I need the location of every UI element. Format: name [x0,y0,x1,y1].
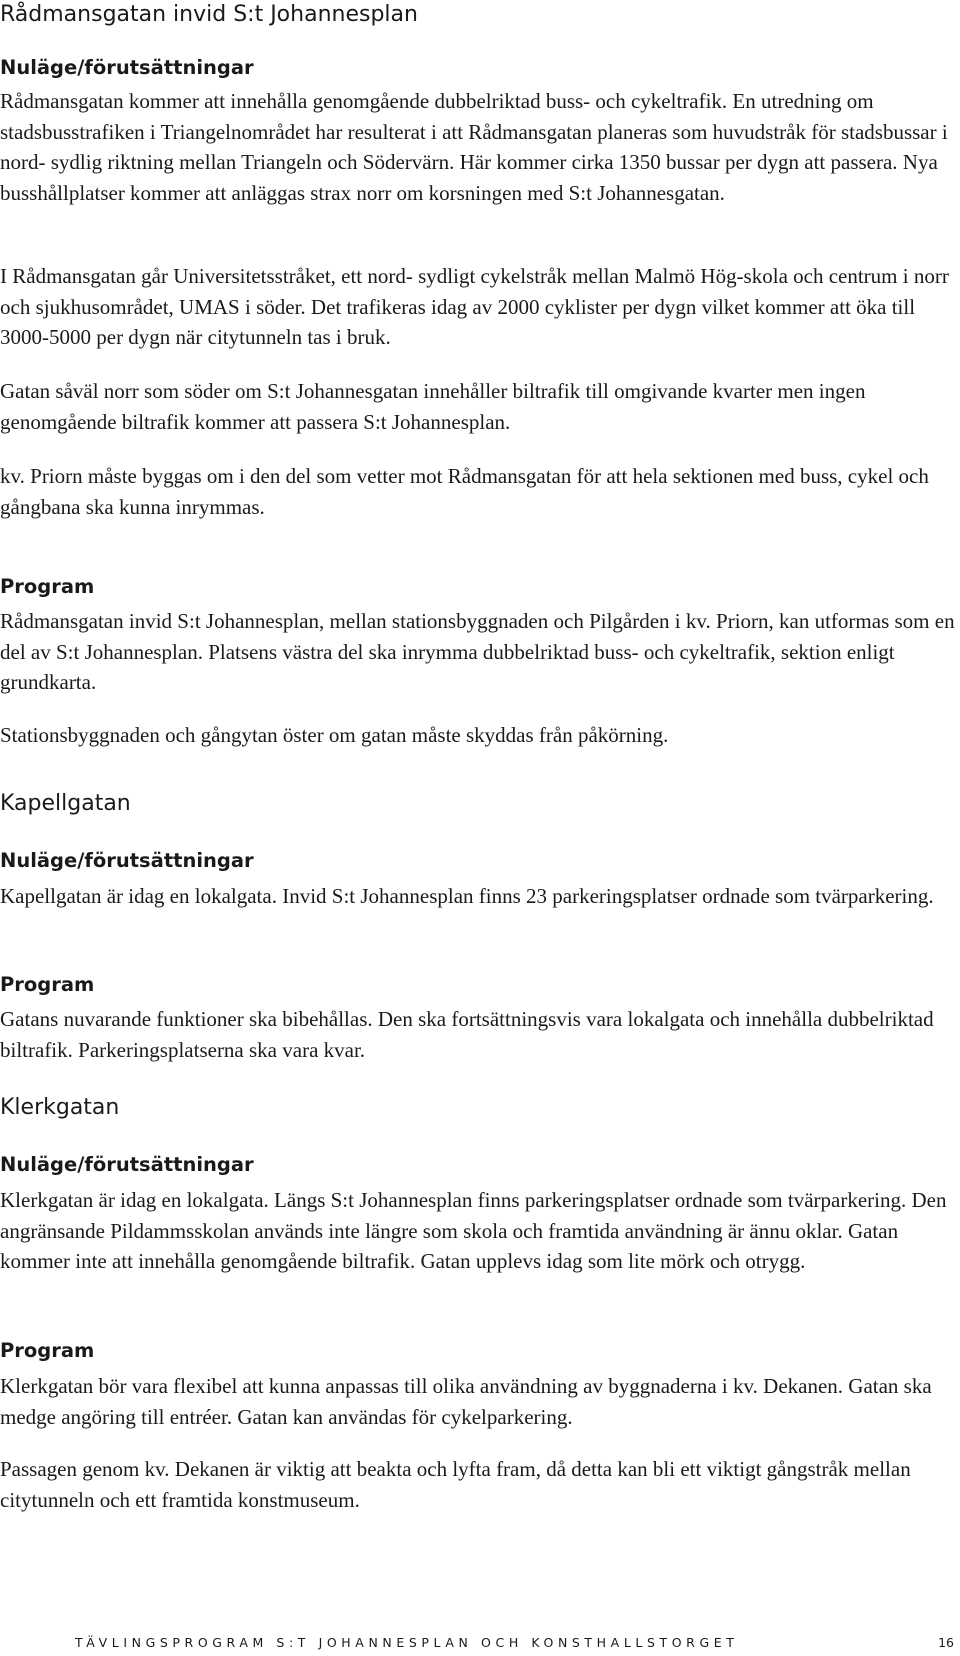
paragraph: Gatans nuvarande funktioner ska bibehållas. Den ska fortsättningsvis vara lokalgata och innehålla dubbelriktad biltrafik. Parkeringsplatserna ska vara kvar. [0,1007,934,1062]
section-title-klerkgatan: Klerkgatan [0,1095,120,1120]
paragraph: Kapellgatan är idag en lokalgata. Invid S:t Johannesplan finns 23 parkeringsplatser ordnade som tvärparkering. [0,884,934,908]
running-footer: TÄVLINGSPROGRAM S:T JOHANNESPLAN OCH KONSTHALLSTORGET [75,1635,739,1650]
subheading-program: Program [0,575,95,598]
paragraph: I Rådmansgatan går Universitetsstråket, ett nord- sydligt cykelstråk mellan Malmö Hög-skola och centrum i norr och sjukhusområdet, UMAS i söder. Det trafikeras idag av 2000 cyklister per dygn vilket kommer att öka till 3000-5000 per dygn när citytunneln tas i bruk. [0,264,949,349]
paragraph: Stationsbyggnaden och gångytan öster om gatan måste skyddas från påkörning. [0,723,669,747]
subheading-nulage: Nuläge/förutsättningar [0,1153,254,1176]
page-number: 16 [938,1635,954,1650]
paragraph: Klerkgatan är idag en lokalgata. Längs S:t Johannesplan finns parkeringsplatser ordnade som tvärparkering. Den angränsande Pildammsskolan används inte längre som skola och framtida användning är ännu oklar. Gatan kommer inte att innehålla genomgående biltrafik. Gatan upplevs idag som lite mörk och otrygg. [0,1188,947,1273]
subheading-nulage: Nuläge/förutsättningar [0,849,254,872]
section-title-kapellgatan: Kapellgatan [0,791,131,816]
paragraph: kv. Priorn måste byggas om i den del som vetter mot Rådmansgatan för att hela sektionen med buss, cykel och gångbana ska kunna inrymmas. [0,464,929,519]
paragraph: Gatan såväl norr som söder om S:t Johannesgatan innehåller biltrafik till omgivande kvarter men ingen genomgående biltrafik kommer att passera S:t Johannesplan. [0,379,866,434]
paragraph: Klerkgatan bör vara flexibel att kunna anpassas till olika användning av byggnaderna i kv. Dekanen. Gatan ska medge angöring till entréer. Gatan kan användas för cykelparkering. [0,1374,932,1429]
section-title-radmansgatan: Rådmansgatan invid S:t Johannesplan [0,2,418,27]
subheading-nulage: Nuläge/förutsättningar [0,56,254,79]
subheading-program: Program [0,973,95,996]
paragraph: Rådmansgatan invid S:t Johannesplan, mellan stationsbyggnaden och Pilgården i kv. Priorn, kan utformas som en del av S:t Johannesplan. Platsens västra del ska inrymma dubbelriktad buss- och cykeltrafik, sektion enligt grundkarta. [0,609,955,694]
paragraph: Passagen genom kv. Dekanen är viktig att beakta och lyfta fram, då detta kan bli ett viktigt gångstråk mellan citytunneln och ett framtida konstmuseum. [0,1457,911,1512]
subheading-program: Program [0,1339,95,1362]
paragraph: Rådmansgatan kommer att innehålla genomgående dubbelriktad buss- och cykeltrafik. En utredning om stadsbusstrafiken i Triangelnområdet har resulterat i att Rådmansgatan planeras som huvudstråk för stadsbussar i nord- sydlig riktning mellan Triangeln och Södervärn. Här kommer cirka 1350 bussar per dygn att passera. Nya busshållplatser kommer att anläggas strax norr om korsningen med S:t Johannesgatan. [0,89,948,205]
